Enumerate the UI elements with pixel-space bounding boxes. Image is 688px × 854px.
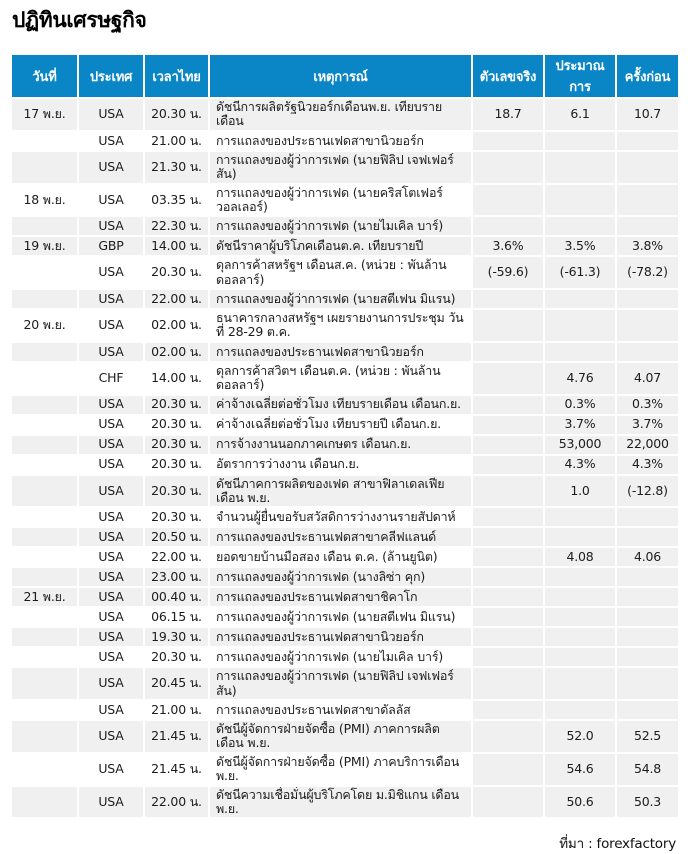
table-row xyxy=(12,608,678,626)
cell-date xyxy=(12,476,77,507)
cell-time: 21.45 น. xyxy=(145,721,208,752)
table-row xyxy=(12,99,678,130)
cell-actual xyxy=(473,310,543,341)
cell-actual xyxy=(473,217,543,235)
cell-country: USA xyxy=(79,508,143,526)
cell-country: USA xyxy=(79,310,143,341)
cell-time: 21.30 น. xyxy=(145,152,208,183)
cell-date xyxy=(12,548,77,566)
cell-forecast: 4.76 xyxy=(545,363,615,394)
cell-event: จำนวนผู้ยื่นขอรับสวัสดิการว่างงานรายสัปดาห์ xyxy=(210,508,471,526)
cell-date xyxy=(12,152,77,183)
cell-date xyxy=(12,257,77,288)
cell-date xyxy=(12,648,77,666)
cell-previous: (-78.2) xyxy=(617,257,678,288)
cell-actual xyxy=(473,363,543,394)
cell-forecast xyxy=(545,217,615,235)
cell-time: 20.30 น. xyxy=(145,416,208,434)
cell-country: USA xyxy=(79,396,143,414)
cell-actual xyxy=(473,508,543,526)
cell-forecast xyxy=(545,508,615,526)
cell-forecast xyxy=(545,701,615,719)
cell-actual xyxy=(473,721,543,752)
cell-country: USA xyxy=(79,416,143,434)
cell-actual xyxy=(473,701,543,719)
cell-date: 20 พ.ย. xyxy=(12,310,77,341)
cell-date: 19 พ.ย. xyxy=(12,237,77,255)
cell-previous: 52.5 xyxy=(617,721,678,752)
cell-forecast: 0.3% xyxy=(545,396,615,414)
cell-date xyxy=(12,528,77,546)
column-header-previous: ครั้งก่อน xyxy=(617,55,678,97)
cell-time: 06.15 น. xyxy=(145,608,208,626)
cell-event: ดุลการค้าสวิตฯ เดือนต.ค. (หน่วย : พันล้านดอลลาร์) xyxy=(210,363,471,394)
cell-event: ดัชนีการผลิตรัฐนิวยอร์กเดือนพ.ย. เทียบรายเดือน xyxy=(210,99,471,130)
cell-event: การแถลงของประธานเฟดสาขานิวยอร์ก xyxy=(210,343,471,361)
cell-previous xyxy=(617,185,678,216)
cell-event: การแถลงของประธานเฟดสาขาคลีฟแลนด์ xyxy=(210,528,471,546)
cell-event: การแถลงของประธานเฟดสาขานิวยอร์ก xyxy=(210,628,471,646)
cell-time: 22.00 น. xyxy=(145,290,208,308)
cell-previous xyxy=(617,608,678,626)
cell-previous xyxy=(617,217,678,235)
table-row xyxy=(12,476,678,507)
cell-time: 02.00 น. xyxy=(145,310,208,341)
table-body xyxy=(12,99,678,817)
cell-event: ค่าจ้างเฉลี่ยต่อชั่วโมง เทียบรายปี เดือนก.ย. xyxy=(210,416,471,434)
table-row xyxy=(12,701,678,719)
cell-date xyxy=(12,416,77,434)
cell-date xyxy=(12,396,77,414)
cell-country: USA xyxy=(79,787,143,818)
cell-date xyxy=(12,754,77,785)
cell-country: USA xyxy=(79,721,143,752)
table-row xyxy=(12,343,678,361)
table-row xyxy=(12,628,678,646)
cell-actual xyxy=(473,343,543,361)
cell-actual xyxy=(473,528,543,546)
cell-country: USA xyxy=(79,257,143,288)
cell-actual xyxy=(473,396,543,414)
table-row xyxy=(12,185,678,216)
cell-actual xyxy=(473,668,543,699)
cell-forecast xyxy=(545,588,615,606)
cell-forecast xyxy=(545,185,615,216)
cell-event: อัตราการว่างงาน เดือนก.ย. xyxy=(210,456,471,474)
table-row xyxy=(12,787,678,818)
cell-event: การจ้างงานนอกภาคเกษตร เดือนก.ย. xyxy=(210,436,471,454)
cell-time: 20.30 น. xyxy=(145,396,208,414)
table-header-row xyxy=(12,55,678,97)
cell-previous: 4.07 xyxy=(617,363,678,394)
cell-time: 21.00 น. xyxy=(145,701,208,719)
cell-event: ดัชนีราคาผู้บริโภคเดือนต.ค. เทียบรายปี xyxy=(210,237,471,255)
cell-time: 19.30 น. xyxy=(145,628,208,646)
cell-actual xyxy=(473,754,543,785)
cell-time: 20.30 น. xyxy=(145,436,208,454)
cell-previous xyxy=(617,648,678,666)
cell-previous xyxy=(617,508,678,526)
cell-country: USA xyxy=(79,99,143,130)
cell-previous: 4.06 xyxy=(617,548,678,566)
cell-event: การแถลงของผู้ว่าการเฟด (นางลิซ่า คุก) xyxy=(210,568,471,586)
table-row xyxy=(12,217,678,235)
cell-previous: 0.3% xyxy=(617,396,678,414)
cell-event: การแถลงของประธานเฟดสาขานิวยอร์ก xyxy=(210,132,471,150)
cell-event: การแถลงของผู้ว่าการเฟด (นายสตีเฟน มิแรน) xyxy=(210,290,471,308)
column-header-forecast: ประมาณการ xyxy=(545,55,615,97)
cell-forecast xyxy=(545,152,615,183)
cell-country: USA xyxy=(79,476,143,507)
cell-time: 14.00 น. xyxy=(145,363,208,394)
cell-actual: (-59.6) xyxy=(473,257,543,288)
cell-forecast: 1.0 xyxy=(545,476,615,507)
cell-event: ดัชนีความเชื่อมั่นผู้บริโภคโดย ม.มิชิแกน เดือน พ.ย. xyxy=(210,787,471,818)
cell-previous: (-12.8) xyxy=(617,476,678,507)
cell-forecast: 54.6 xyxy=(545,754,615,785)
cell-forecast: 4.08 xyxy=(545,548,615,566)
cell-previous xyxy=(617,343,678,361)
cell-time: 20.30 น. xyxy=(145,476,208,507)
cell-date xyxy=(12,508,77,526)
cell-previous: 22,000 xyxy=(617,436,678,454)
cell-previous xyxy=(617,628,678,646)
cell-date xyxy=(12,668,77,699)
cell-event: ดัชนีภาคการผลิตของเฟด สาขาฟิลาเดลเฟียเดือน พ.ย. xyxy=(210,476,471,507)
cell-event: การแถลงของผู้ว่าการเฟด (นายสตีเฟน มิแรน) xyxy=(210,608,471,626)
cell-date xyxy=(12,436,77,454)
cell-actual xyxy=(473,476,543,507)
cell-forecast xyxy=(545,528,615,546)
cell-forecast xyxy=(545,310,615,341)
column-header-event: เหตุการณ์ xyxy=(210,55,471,97)
cell-time: 21.00 น. xyxy=(145,132,208,150)
cell-country: GBP xyxy=(79,237,143,255)
economic-calendar-table xyxy=(10,53,680,819)
cell-previous xyxy=(617,588,678,606)
table-row xyxy=(12,237,678,255)
table-row xyxy=(12,416,678,434)
cell-country: USA xyxy=(79,528,143,546)
cell-date xyxy=(12,363,77,394)
cell-actual: 3.6% xyxy=(473,237,543,255)
cell-actual xyxy=(473,185,543,216)
cell-actual xyxy=(473,132,543,150)
cell-date xyxy=(12,787,77,818)
cell-time: 20.45 น. xyxy=(145,668,208,699)
cell-event: ดัชนีผู้จัดการฝ่ายจัดซื้อ (PMI) ภาคการผลิตเดือน พ.ย. xyxy=(210,721,471,752)
cell-event: การแถลงของผู้ว่าการเฟด (นายฟิลิป เจฟเฟอร์สัน) xyxy=(210,152,471,183)
table-row xyxy=(12,668,678,699)
cell-actual: 18.7 xyxy=(473,99,543,130)
cell-date xyxy=(12,628,77,646)
cell-country: USA xyxy=(79,628,143,646)
cell-actual xyxy=(473,588,543,606)
cell-time: 03.35 น. xyxy=(145,185,208,216)
cell-previous: 54.8 xyxy=(617,754,678,785)
cell-time: 22.00 น. xyxy=(145,787,208,818)
cell-time: 20.30 น. xyxy=(145,257,208,288)
cell-previous xyxy=(617,290,678,308)
cell-country: USA xyxy=(79,608,143,626)
cell-actual xyxy=(473,456,543,474)
table-row xyxy=(12,528,678,546)
cell-event: การแถลงของประธานเฟดสาขาชิคาโก xyxy=(210,588,471,606)
cell-date: 17 พ.ย. xyxy=(12,99,77,130)
cell-time: 23.00 น. xyxy=(145,568,208,586)
cell-event: การแถลงของผู้ว่าการเฟด (นายไมเคิล บาร์) xyxy=(210,217,471,235)
cell-time: 20.30 น. xyxy=(145,508,208,526)
cell-time: 00.40 น. xyxy=(145,588,208,606)
cell-event: ดุลการค้าสหรัฐฯ เดือนส.ค. (หน่วย : พันล้านดอลลาร์) xyxy=(210,257,471,288)
cell-previous xyxy=(617,568,678,586)
cell-previous xyxy=(617,668,678,699)
cell-date xyxy=(12,608,77,626)
cell-forecast xyxy=(545,628,615,646)
cell-time: 20.30 น. xyxy=(145,99,208,130)
cell-previous xyxy=(617,310,678,341)
cell-forecast xyxy=(545,608,615,626)
cell-country: USA xyxy=(79,132,143,150)
column-header-date: วันที่ xyxy=(12,55,77,97)
table-row xyxy=(12,508,678,526)
cell-forecast xyxy=(545,648,615,666)
cell-date xyxy=(12,217,77,235)
cell-actual xyxy=(473,152,543,183)
cell-previous xyxy=(617,152,678,183)
cell-country: USA xyxy=(79,217,143,235)
cell-forecast: 52.0 xyxy=(545,721,615,752)
cell-forecast: 6.1 xyxy=(545,99,615,130)
cell-actual xyxy=(473,568,543,586)
cell-country: USA xyxy=(79,290,143,308)
table-row xyxy=(12,588,678,606)
cell-previous xyxy=(617,701,678,719)
cell-previous xyxy=(617,528,678,546)
table-row xyxy=(12,548,678,566)
column-header-time: เวลาไทย xyxy=(145,55,208,97)
cell-date: 18 พ.ย. xyxy=(12,185,77,216)
cell-previous: 50.3 xyxy=(617,787,678,818)
cell-date xyxy=(12,721,77,752)
cell-actual xyxy=(473,787,543,818)
cell-time: 21.45 น. xyxy=(145,754,208,785)
table-row xyxy=(12,436,678,454)
cell-date: 21 พ.ย. xyxy=(12,588,77,606)
cell-previous: 10.7 xyxy=(617,99,678,130)
table-row xyxy=(12,132,678,150)
cell-date xyxy=(12,568,77,586)
cell-country: USA xyxy=(79,754,143,785)
table-row xyxy=(12,257,678,288)
cell-event: การแถลงของผู้ว่าการเฟด (นายไมเคิล บาร์) xyxy=(210,648,471,666)
cell-forecast: 3.5% xyxy=(545,237,615,255)
cell-forecast xyxy=(545,132,615,150)
cell-event: การแถลงของผู้ว่าการเฟด (นายฟิลิป เจฟเฟอร์สัน) xyxy=(210,668,471,699)
cell-time: 20.30 น. xyxy=(145,456,208,474)
cell-time: 20.50 น. xyxy=(145,528,208,546)
cell-event: การแถลงของผู้ว่าการเฟด (นายคริสโตเฟอร์ วอลเลอร์) xyxy=(210,185,471,216)
table-row xyxy=(12,363,678,394)
cell-actual xyxy=(473,436,543,454)
table-row xyxy=(12,290,678,308)
cell-forecast: 50.6 xyxy=(545,787,615,818)
cell-country: USA xyxy=(79,648,143,666)
cell-country: USA xyxy=(79,568,143,586)
cell-forecast: (-61.3) xyxy=(545,257,615,288)
cell-time: 22.30 น. xyxy=(145,217,208,235)
cell-previous xyxy=(617,132,678,150)
cell-actual xyxy=(473,548,543,566)
cell-forecast xyxy=(545,290,615,308)
cell-country: USA xyxy=(79,152,143,183)
cell-time: 14.00 น. xyxy=(145,237,208,255)
table-row xyxy=(12,754,678,785)
table-row xyxy=(12,456,678,474)
table-row xyxy=(12,396,678,414)
cell-previous: 4.3% xyxy=(617,456,678,474)
cell-date xyxy=(12,456,77,474)
cell-time: 22.00 น. xyxy=(145,548,208,566)
cell-time: 20.30 น. xyxy=(145,648,208,666)
cell-country: USA xyxy=(79,185,143,216)
cell-country: USA xyxy=(79,701,143,719)
cell-actual xyxy=(473,628,543,646)
cell-forecast: 3.7% xyxy=(545,416,615,434)
cell-forecast: 4.3% xyxy=(545,456,615,474)
cell-country: USA xyxy=(79,668,143,699)
column-header-actual: ตัวเลขจริง xyxy=(473,55,543,97)
cell-country: USA xyxy=(79,548,143,566)
cell-country: CHF xyxy=(79,363,143,394)
cell-forecast xyxy=(545,343,615,361)
cell-forecast xyxy=(545,668,615,699)
cell-country: USA xyxy=(79,456,143,474)
cell-actual xyxy=(473,290,543,308)
cell-event: ยอดขายบ้านมือสอง เดือน ต.ค. (ล้านยูนิต) xyxy=(210,548,471,566)
cell-time: 02.00 น. xyxy=(145,343,208,361)
table-row xyxy=(12,721,678,752)
cell-actual xyxy=(473,648,543,666)
column-header-country: ประเทศ xyxy=(79,55,143,97)
cell-previous: 3.7% xyxy=(617,416,678,434)
cell-event: ค่าจ้างเฉลี่ยต่อชั่วโมง เทียบรายเดือน เดือนก.ย. xyxy=(210,396,471,414)
cell-date xyxy=(12,343,77,361)
page-title: ปฏิทินเศรษฐกิจ xyxy=(12,8,147,32)
cell-forecast: 53,000 xyxy=(545,436,615,454)
cell-actual xyxy=(473,416,543,434)
cell-country: USA xyxy=(79,436,143,454)
table-row xyxy=(12,648,678,666)
table-row xyxy=(12,152,678,183)
table-row xyxy=(12,568,678,586)
cell-event: การแถลงของประธานเฟดสาขาดัลลัส xyxy=(210,701,471,719)
source-note: ที่มา : forexfactory xyxy=(559,836,676,853)
cell-event: ดัชนีผู้จัดการฝ่ายจัดซื้อ (PMI) ภาคบริการเดือน พ.ย. xyxy=(210,754,471,785)
cell-event: ธนาคารกลางสหรัฐฯ เผยรายงานการประชุม วันที่ 28-29 ต.ค. xyxy=(210,310,471,341)
cell-date xyxy=(12,701,77,719)
cell-country: USA xyxy=(79,343,143,361)
cell-date xyxy=(12,132,77,150)
cell-date xyxy=(12,290,77,308)
cell-forecast xyxy=(545,568,615,586)
cell-country: USA xyxy=(79,588,143,606)
table-row xyxy=(12,310,678,341)
cell-actual xyxy=(473,608,543,626)
cell-previous: 3.8% xyxy=(617,237,678,255)
